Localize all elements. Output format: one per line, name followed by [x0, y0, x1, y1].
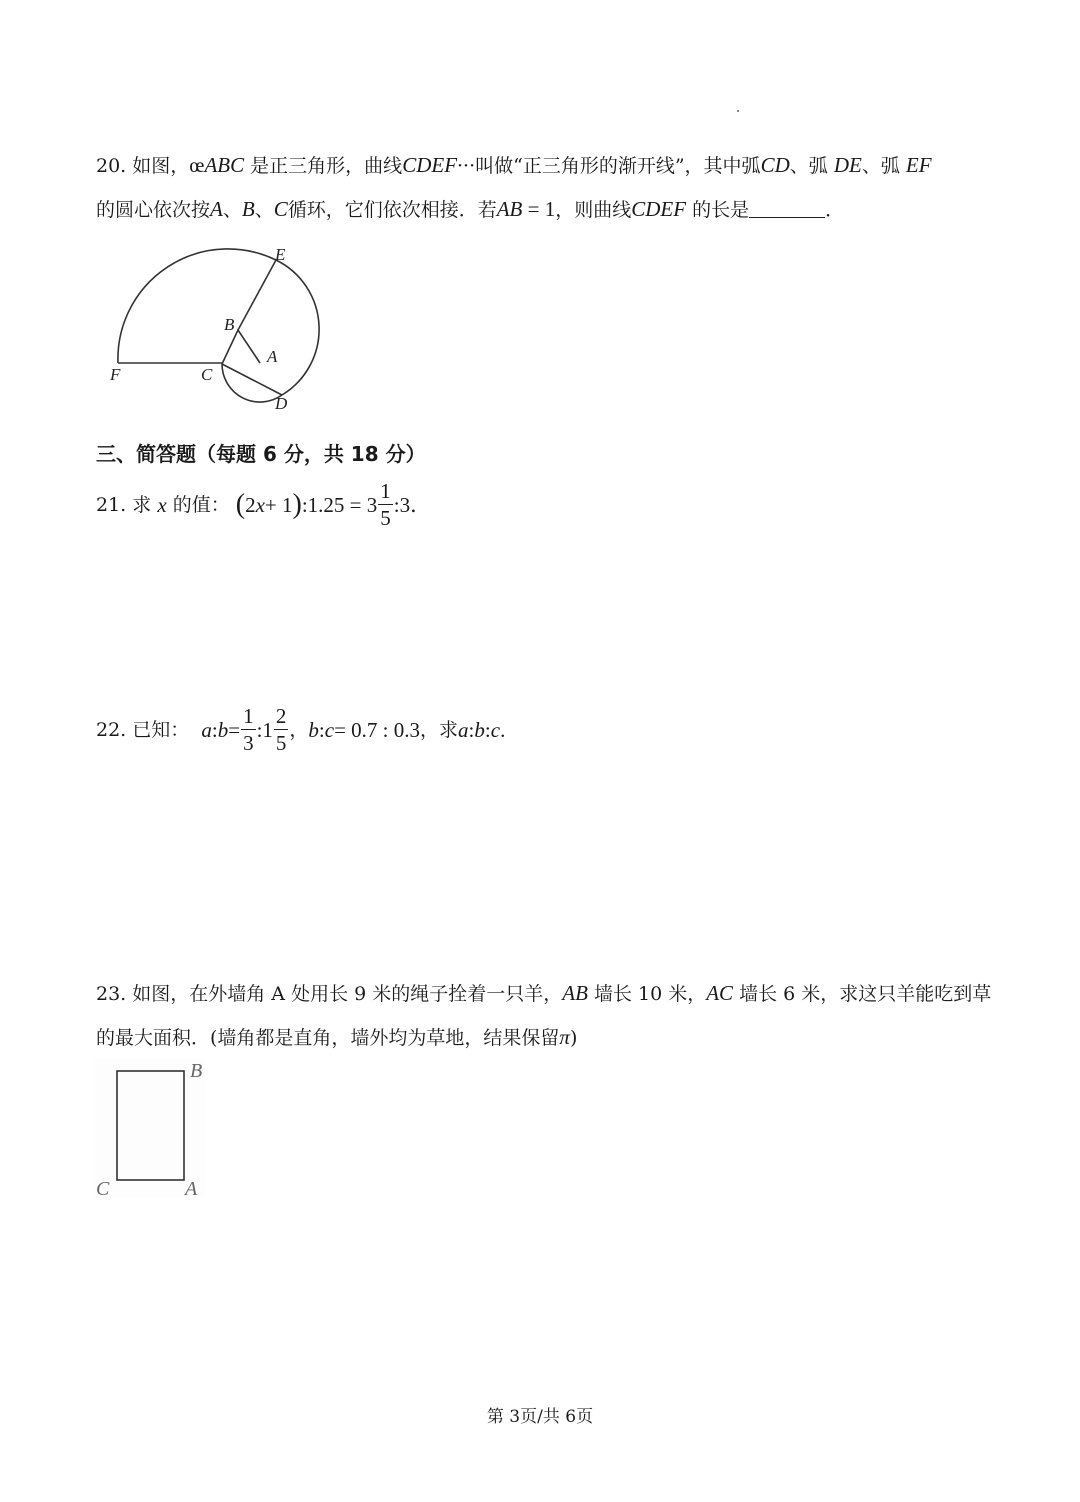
label-c: C [96, 1178, 110, 1200]
label-e: E [275, 245, 286, 264]
fraction: $\frac{1}{5}$ [380, 479, 391, 530]
question-number: 20. [96, 155, 127, 177]
q23-line1: 23. 如图，在外墙角 A 处用长 9 米的绳子拴着一只羊，AB 墙长 10 米，AC 墙长 6 米，求这只羊能吃到草 [96, 981, 992, 1005]
question-number: 23. [96, 983, 127, 1005]
q20-line1: 20. 如图，œABC 是正三角形，曲线CDEF···叫做“正三角形的渐开线”，其中弧CD、弧 DE、弧 EF [96, 153, 932, 177]
q22-line: 22. 已知： a : b = $\frac{1}{3}$ :1 $\frac{2}{5}$ ， b : c = 0.7 : 0.3 ，求 a : b : c . [96, 704, 506, 755]
question-number: 22. [96, 719, 127, 741]
question-number: 21. [96, 494, 127, 516]
arc-ef [118, 249, 276, 363]
involute-figure [100, 238, 340, 418]
figure-shade [95, 1058, 205, 1198]
line-c-d [222, 364, 282, 395]
triangle-symbol: œ [189, 153, 205, 177]
page-footer: 第 3页/共 6页 [486, 1407, 594, 1427]
q20-line2: 的圆心依次按A、B、C循环，它们依次相接．若AB = 1，则曲线CDEF 的长是 ． [96, 197, 845, 221]
fraction: $\frac{1}{3}$ [243, 704, 254, 755]
line-b-e [238, 260, 276, 330]
speck [737, 110, 739, 112]
q21-line: 21. 求 x 的值： ( 2 x + 1 ) :1.25 = 3 $\frac{1}{5}$ :3． [96, 479, 432, 530]
label-b: B [190, 1060, 203, 1082]
triangle-abc [222, 330, 260, 364]
label-a: A [267, 347, 278, 366]
label-f: F [110, 365, 121, 384]
wall-figure [92, 1055, 222, 1205]
label-b: B [224, 315, 235, 334]
answer-blank[interactable] [749, 199, 825, 218]
arc-de [276, 260, 319, 395]
label-a: A [185, 1178, 198, 1200]
q23-line2: 的最大面积．(墙角都是直角，墙外均为草地，结果保留π) [96, 1025, 578, 1049]
label-d: D [275, 394, 288, 413]
fraction: $\frac{2}{5}$ [275, 704, 287, 755]
label-c: C [201, 365, 213, 384]
section-heading: 三、简答题（每题 6 分，共 18 分） [96, 442, 426, 466]
arc-cd [222, 364, 282, 402]
